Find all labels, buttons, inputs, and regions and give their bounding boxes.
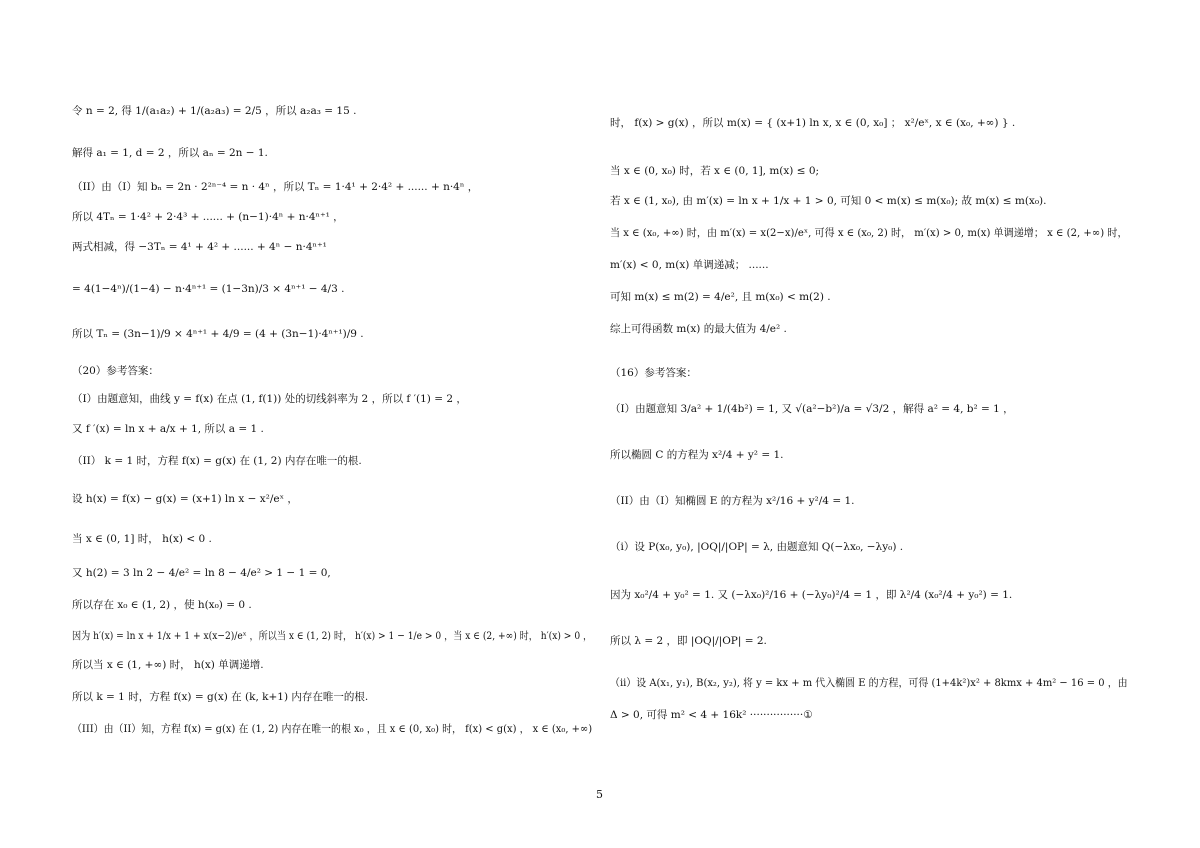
text-line: 当 x ∈ (0, x₀) 时，若 x ∈ (0, 1], m(x) ≤ 0; [610,165,820,177]
text-line: 令 n = 2, 得 1/(a₁a₂) + 1/(a₂a₃) = 2/5 ，所以 a₂a₃ = 15 . [72,105,357,117]
text-line: 设 h(x) = f(x) − g(x) = (x+1) ln x − x²/eˣ ， [72,493,298,505]
text-line: 所以椭圆 C 的方程为 x²/4 + y² = 1. [610,449,784,461]
page-number: 5 [596,788,603,801]
text-line: 当 x ∈ (0, 1] 时， h(x) < 0 . [72,533,212,545]
text-line: 综上可得函数 m(x) 的最大值为 4/e² . [610,323,787,335]
text-line: 所以存在 x₀ ∈ (1, 2) ，使 h(x₀) = 0 . [72,599,252,611]
text-line: （I）由题意知，曲线 y = f(x) 在点 (1, f(1)) 处的切线斜率为 2 ，所以 f ′(1) = 2 ， [72,393,467,405]
text-line: （i）设 P(x₀, y₀), |OQ|/|OP| = λ, 由题意知 Q(−λx₀, −λy₀) . [610,541,904,553]
text-line: （II）由（I）知 bₙ = 2n · 2²ⁿ⁻⁴ = n · 4ⁿ ，所以 Tₙ = 1·4¹ + 2·4² + ...... + n·4ⁿ ， [72,181,479,193]
text-line: （II） k = 1 时，方程 f(x) = g(x) 在 (1, 2) 内存在唯一的根. [72,455,362,467]
text-line: 所以 Tₙ = (3n−1)/9 × 4ⁿ⁺¹ + 4/9 = (4 + (3n−1)·4ⁿ⁺¹)/9 . [72,328,364,340]
text-line: （III）由（II）知，方程 f(x) = g(x) 在 (1, 2) 内存在唯一的根 x₀ ，且 x ∈ (0, x₀) 时， f(x) < g(x) ， x ∈ (x₀, +∞) [72,723,593,735]
text-line: 又 h(2) = 3 ln 2 − 4/e² = ln 8 − 4/e² > 1 − 1 = 0, [72,567,331,579]
text-line: 当 x ∈ (x₀, +∞) 时，由 m′(x) = x(2−x)/eˣ, 可得 x ∈ (x₀, 2) 时， m′(x) > 0, m(x) 单调递增； x ∈ (2, +∞) 时， [610,227,1128,239]
text-line: 所以 k = 1 时，方程 f(x) = g(x) 在 (k, k+1) 内存在唯一的根. [72,691,369,703]
text-line: （II）由（I）知椭圆 E 的方程为 x²/16 + y²/4 = 1. [610,495,855,507]
text-line: 若 x ∈ (1, x₀), 由 m′(x) = ln x + 1/x + 1 > 0, 可知 0 < m(x) ≤ m(x₀); 故 m(x) ≤ m(x₀). [610,195,1047,207]
text-line: 可知 m(x) ≤ m(2) = 4/e², 且 m(x₀) < m(2) . [610,291,831,303]
text-line: 又 f ′(x) = ln x + a/x + 1, 所以 a = 1 . [72,423,264,435]
text-line: m′(x) < 0, m(x) 单调递减； ...... [610,259,769,271]
text-line: 所以 4Tₙ = 1·4² + 2·4³ + ...... + (n−1)·4ⁿ + n·4ⁿ⁺¹ ， [72,211,344,223]
text-line: 所以 λ = 2 ，即 |OQ|/|OP| = 2. [610,635,767,647]
text-line: 两式相减，得 −3Tₙ = 4¹ + 4² + ...... + 4ⁿ − n·4ⁿ⁺¹ [72,241,327,253]
text-line: Δ > 0, 可得 m² < 4 + 16k² ················① [610,709,813,721]
section-heading: （20）参考答案： [72,365,159,377]
text-line: 因为 h′(x) = ln x + 1/x + 1 + x(x−2)/eˣ ，所以当 x ∈ (1, 2) 时， h′(x) > 1 − 1/e > 0 ，当 x ∈ (2, +∞) 时， h′(x) > 0 ， [72,630,593,642]
text-line: 解得 a₁ = 1, d = 2 ，所以 aₙ = 2n − 1. [72,147,268,159]
section-heading: （16）参考答案： [610,367,697,379]
text-line: 所以当 x ∈ (1, +∞) 时， h(x) 单调递增. [72,659,264,671]
text-line: 时， f(x) > g(x) ，所以 m(x) = { (x+1) ln x, x ∈ (0, x₀] ； x²/eˣ, x ∈ (x₀, +∞) } . [610,117,1016,129]
text-line: = 4(1−4ⁿ)/(1−4) − n·4ⁿ⁺¹ = (1−3n)/3 × 4ⁿ⁺¹ − 4/3 . [72,283,345,295]
text-line: （ii）设 A(x₁, y₁), B(x₂, y₂), 将 y = kx + m 代入椭圆 E 的方程，可得 (1+4k²)x² + 8kmx + 4m² − 16 = 0 ，由 [610,677,1128,689]
text-line: 因为 x₀²/4 + y₀² = 1. 又 (−λx₀)²/16 + (−λy₀)²/4 = 1 ，即 λ²/4 (x₀²/4 + y₀²) = 1. [610,589,1013,601]
text-line: （I）由题意知 3/a² + 1/(4b²) = 1, 又 √(a²−b²)/a = √3/2 ，解得 a² = 4, b² = 1 ， [610,403,1014,415]
